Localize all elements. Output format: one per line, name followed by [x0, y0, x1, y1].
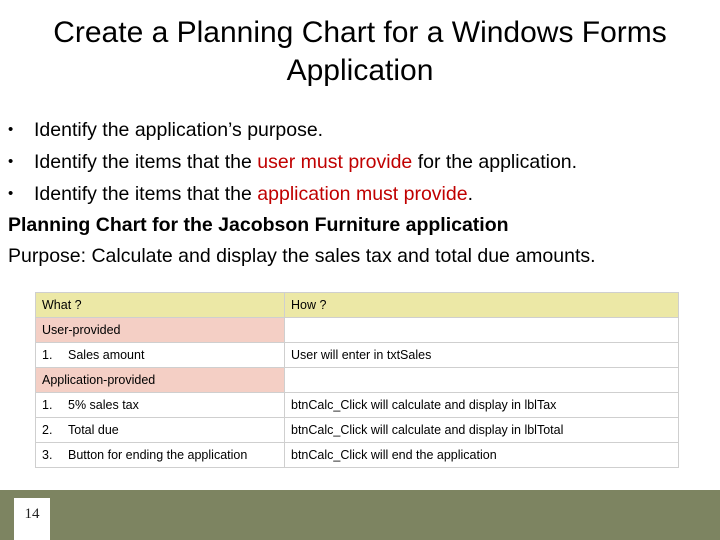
bullet-list — [6, 114, 716, 272]
how-cell: User will enter in txtSales — [285, 343, 679, 368]
slide-title: Create a Planning Chart for a Windows Forms Application — [53, 16, 667, 87]
row-number: 2. — [42, 423, 53, 437]
how-cell: btnCalc_Click will calculate and display in lblTax — [285, 393, 679, 418]
bullet-highlight: user must provide — [257, 151, 413, 173]
header-what: What ? — [36, 293, 285, 318]
what-cell — [36, 418, 285, 443]
table-row — [36, 393, 679, 418]
purpose-line: Purpose: Calculate and display the sales tax and total due amounts. — [8, 245, 596, 267]
bullet-text-end: . — [467, 183, 474, 205]
how-cell: btnCalc_Click will end the application — [285, 443, 679, 468]
bullet-dot-icon: • — [8, 121, 14, 138]
section-label: Application-provided — [36, 368, 285, 393]
table-row — [36, 418, 679, 443]
section-empty-cell — [285, 318, 679, 343]
row-number: 1. — [42, 398, 53, 412]
section-label: User-provided — [36, 318, 285, 343]
bullet-item-user-items — [6, 146, 716, 178]
row-number: 3. — [42, 448, 53, 462]
bullet-text: Identify the items that the — [34, 183, 258, 205]
bullet-text: Identify the items that the — [34, 151, 258, 173]
bullet-text-end: for the application. — [412, 151, 578, 173]
section-empty-cell — [285, 368, 679, 393]
what-cell — [36, 443, 285, 468]
what-text: 5% sales tax — [68, 398, 139, 412]
what-cell — [36, 343, 285, 368]
page-number: 14 — [14, 498, 50, 540]
bullet-highlight: application must provide — [257, 183, 468, 205]
row-number: 1. — [42, 348, 53, 362]
table-row — [36, 443, 679, 468]
header-how: How ? — [285, 293, 679, 318]
bullet-item-app-items — [6, 178, 716, 210]
bullet-item-purpose — [6, 114, 716, 146]
what-text: Button for ending the application — [68, 448, 248, 462]
section-row-user — [36, 318, 679, 343]
bullet-text: Identify the application’s purpose. — [34, 119, 324, 141]
bullet-dot-icon: • — [8, 185, 14, 202]
footer-bar — [0, 490, 720, 540]
how-cell: btnCalc_Click will calculate and display in lblTotal — [285, 418, 679, 443]
table-row — [36, 343, 679, 368]
bullet-dot-icon: • — [8, 153, 14, 170]
planning-chart-table — [35, 292, 679, 468]
section-row-application — [36, 368, 679, 393]
what-cell — [36, 393, 285, 418]
chart-heading: Planning Chart for the Jacobson Furniture application — [8, 214, 509, 236]
table-header-row — [36, 293, 679, 318]
what-text: Sales amount — [68, 348, 145, 362]
what-text: Total due — [68, 423, 119, 437]
